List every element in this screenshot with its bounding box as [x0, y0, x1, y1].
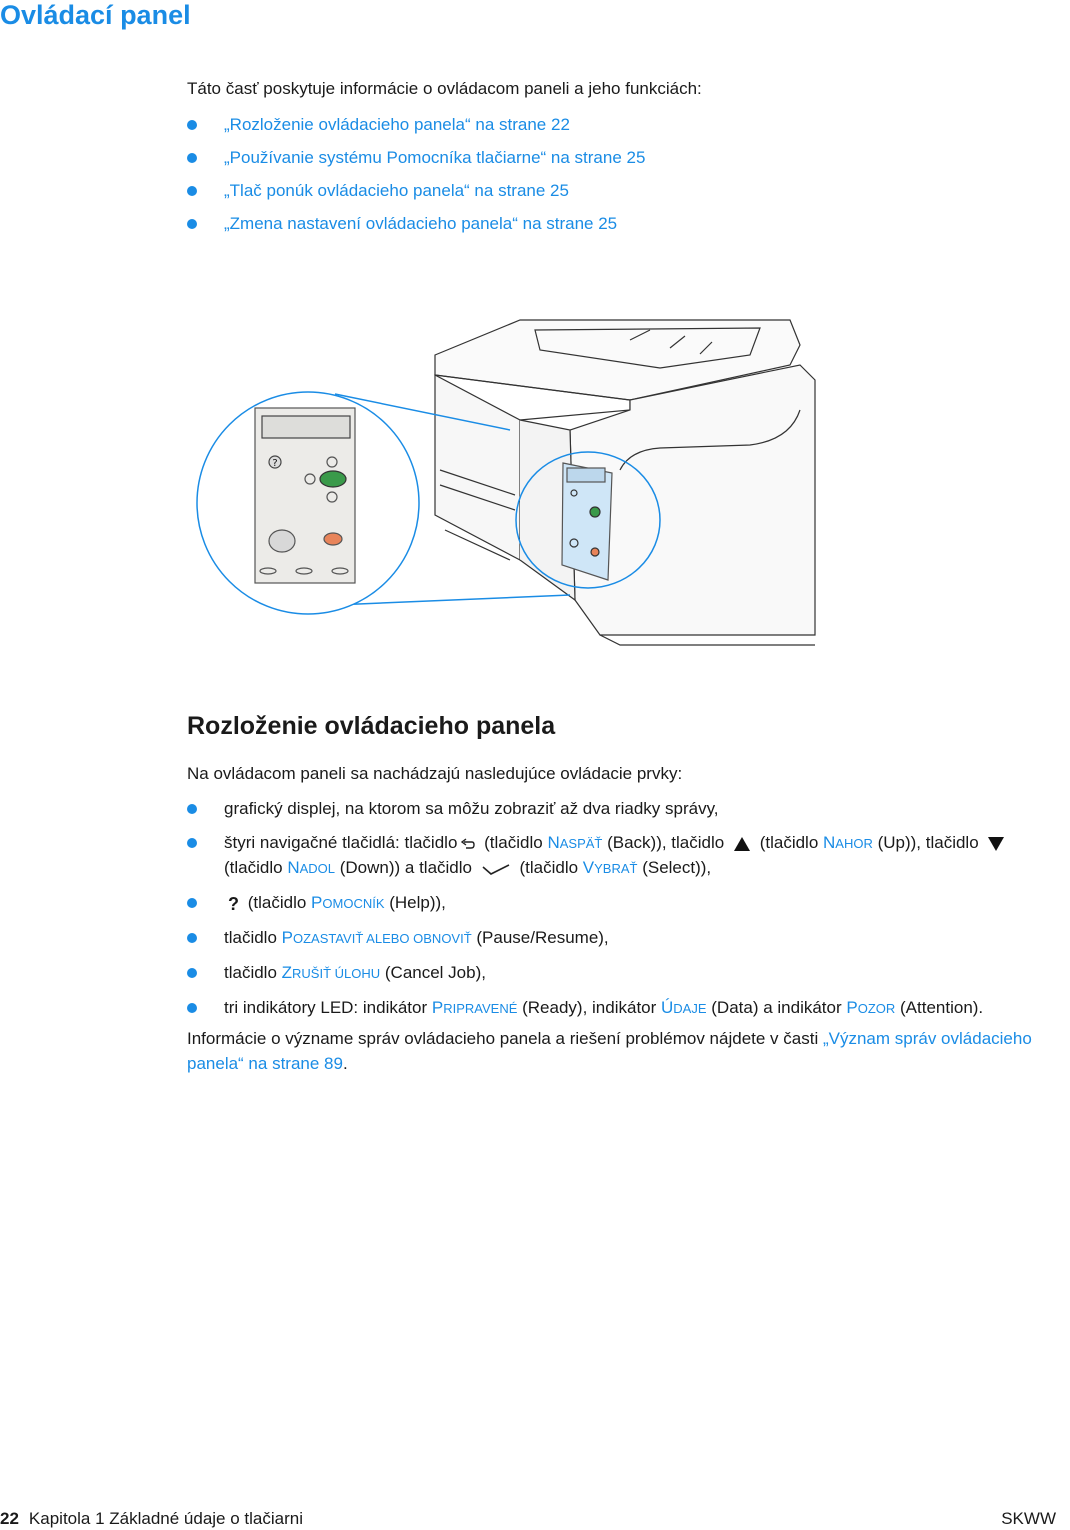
help-icon: ? — [228, 893, 239, 914]
closing-paragraph: Informácie o význame správ ovládacieho panela a riešení problémov nájdete v časti „Význam správ ovládacieho panela“ na strane 89. — [187, 1029, 1032, 1073]
messages-link[interactable]: „Význam správ ovládacieho panela“ na strane 89 — [187, 1029, 1032, 1073]
list-item: tri indikátory LED: indikátor PRIPRAVENÉ (Ready), indikátor ÚDAJE (Data) a indikátor POZOR (Attention). — [187, 996, 1057, 1021]
bullet-icon — [187, 968, 197, 978]
page-title: Ovládací panel — [0, 0, 191, 30]
list-item: tlačidlo ZRUŠIŤ ÚLOHU (Cancel Job), — [187, 961, 1057, 986]
svg-text:?: ? — [272, 458, 278, 469]
toc-list — [187, 113, 1057, 236]
page-footer — [0, 1508, 1056, 1530]
list-item: ? (tlačidlo POMOCNÍK (Help)), — [187, 891, 1057, 916]
controls-list — [187, 797, 1057, 1021]
bullet-icon — [187, 219, 197, 229]
toc-item[interactable] — [187, 179, 1057, 203]
intro-text: Táto časť poskytuje informácie o ovládacom paneli a jeho funkciách: — [187, 79, 702, 98]
footer-code: SKWW — [1001, 1509, 1056, 1528]
bullet-icon — [187, 838, 197, 848]
toc-link-help[interactable]: „Používanie systému Pomocníka tlačiarne“ na strane 25 — [224, 148, 646, 167]
section-intro: Na ovládacom paneli sa nachádzajú nasledujúce ovládacie prvky: — [187, 764, 683, 783]
section-heading: Rozloženie ovládacieho panela — [187, 712, 556, 740]
bullet-icon — [187, 933, 197, 943]
toc-item[interactable] — [187, 212, 1057, 236]
page-number: 22 — [0, 1509, 19, 1528]
bullet-icon — [187, 153, 197, 163]
bullet-icon — [187, 898, 197, 908]
list-item: štyri navigačné tlačidlá: tlačidlo (tlačidlo NASPÄŤ (Back)), tlačidlo (tlačidlo NAHOR (Up)), tlačidlo (tlačidlo NADOL (Down)) a tlačidlo (tlačidlo VYBRAŤ (Select)), — [187, 831, 1057, 881]
list-item: tlačidlo POZASTAVIŤ ALEBO OBNOVIŤ (Pause/Resume), — [187, 926, 1057, 951]
toc-link-settings[interactable]: „Zmena nastavení ovládacieho panela“ na strane 25 — [224, 214, 618, 233]
toc-link-print-menus[interactable]: „Tlač ponúk ovládacieho panela“ na strane 25 — [224, 181, 569, 200]
toc-item[interactable] — [187, 113, 1057, 137]
bullet-icon — [187, 1003, 197, 1013]
checkmark-icon — [481, 862, 511, 876]
up-arrow-icon — [733, 836, 751, 852]
list-item: grafický displej, na ktorom sa môžu zobraziť až dva riadky správy, — [187, 797, 1057, 821]
toc-item[interactable] — [187, 146, 1057, 170]
printer-illustration — [190, 290, 830, 655]
toc-link-layout[interactable]: „Rozloženie ovládacieho panela“ na strane 22 — [224, 115, 570, 134]
chapter-title: Kapitola 1 Základné údaje o tlačiarni — [28, 1509, 303, 1528]
back-arrow-icon — [461, 838, 475, 850]
bullet-icon — [187, 186, 197, 196]
down-arrow-icon — [987, 836, 1005, 852]
bullet-icon — [187, 120, 197, 130]
bullet-icon — [187, 804, 197, 814]
